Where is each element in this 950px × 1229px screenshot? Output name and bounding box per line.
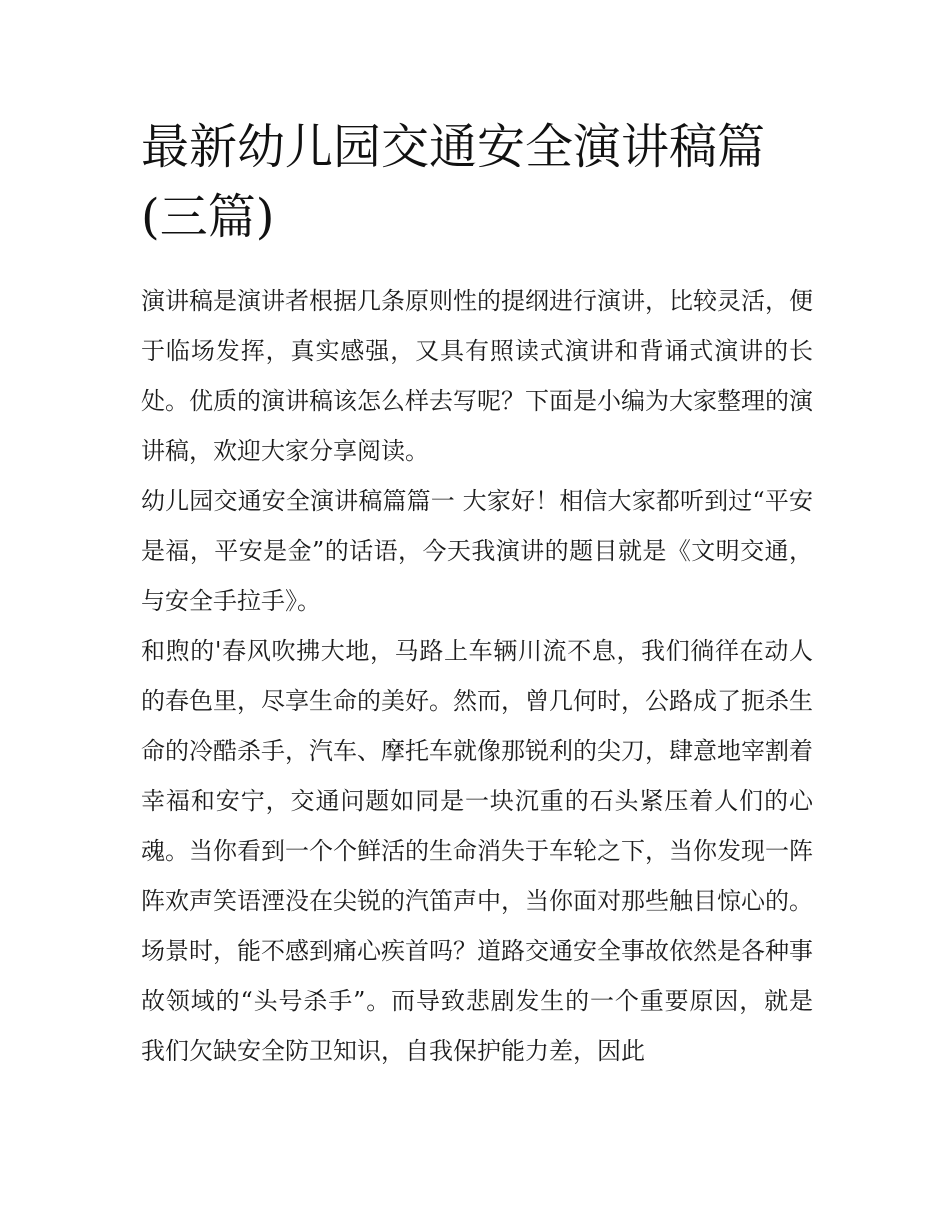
paragraph-speech-one-opening: 幼儿园交通安全演讲稿篇篇一 大家好！相信大家都听到过“平安是福，平安是金”的话语，今天我演讲的题目就是《文明交通，与安全手拉手》。: [141, 487, 813, 615]
document-content: [141, 112, 813, 1076]
document-body: [141, 276, 813, 1076]
document-title: 最新幼儿园交通安全演讲稿篇(三篇): [141, 119, 766, 245]
paragraph-intro: 演讲稿是演讲者根据几条原则性的提纲进行演讲，比较灵活，便于临场发挥，真实感强，又具有照读式演讲和背诵式演讲的长处。优质的演讲稿该怎么样去写呢？下面是小编为大家整理的演讲稿，欢迎大家分享阅读。: [141, 287, 813, 465]
paragraph-speech-one-body: 和煦的'春风吹拂大地，马路上车辆川流不息，我们徜徉在动人的春色里，尽享生命的美好。然而，曾几何时，公路成了扼杀生命的冷酷杀手，汽车、摩托车就像那锐利的尖刀，肆意地宰割着幸福和安宁，交通问题如同是一块沉重的石头紧压着人们的心魂。当你看到一个个鲜活的生命消失于车轮之下，当你发现一阵阵欢声笑语湮没在尖锐的汽笛声中，当你面对那些触目惊心的。场景时，能不感到痛心疾首吗？道路交通安全事故依然是各种事故领域的“头号杀手”。而导致悲剧发生的一个重要原因，就是我们欠缺安全防卫知识，自我保护能力差，因此: [141, 637, 813, 1065]
